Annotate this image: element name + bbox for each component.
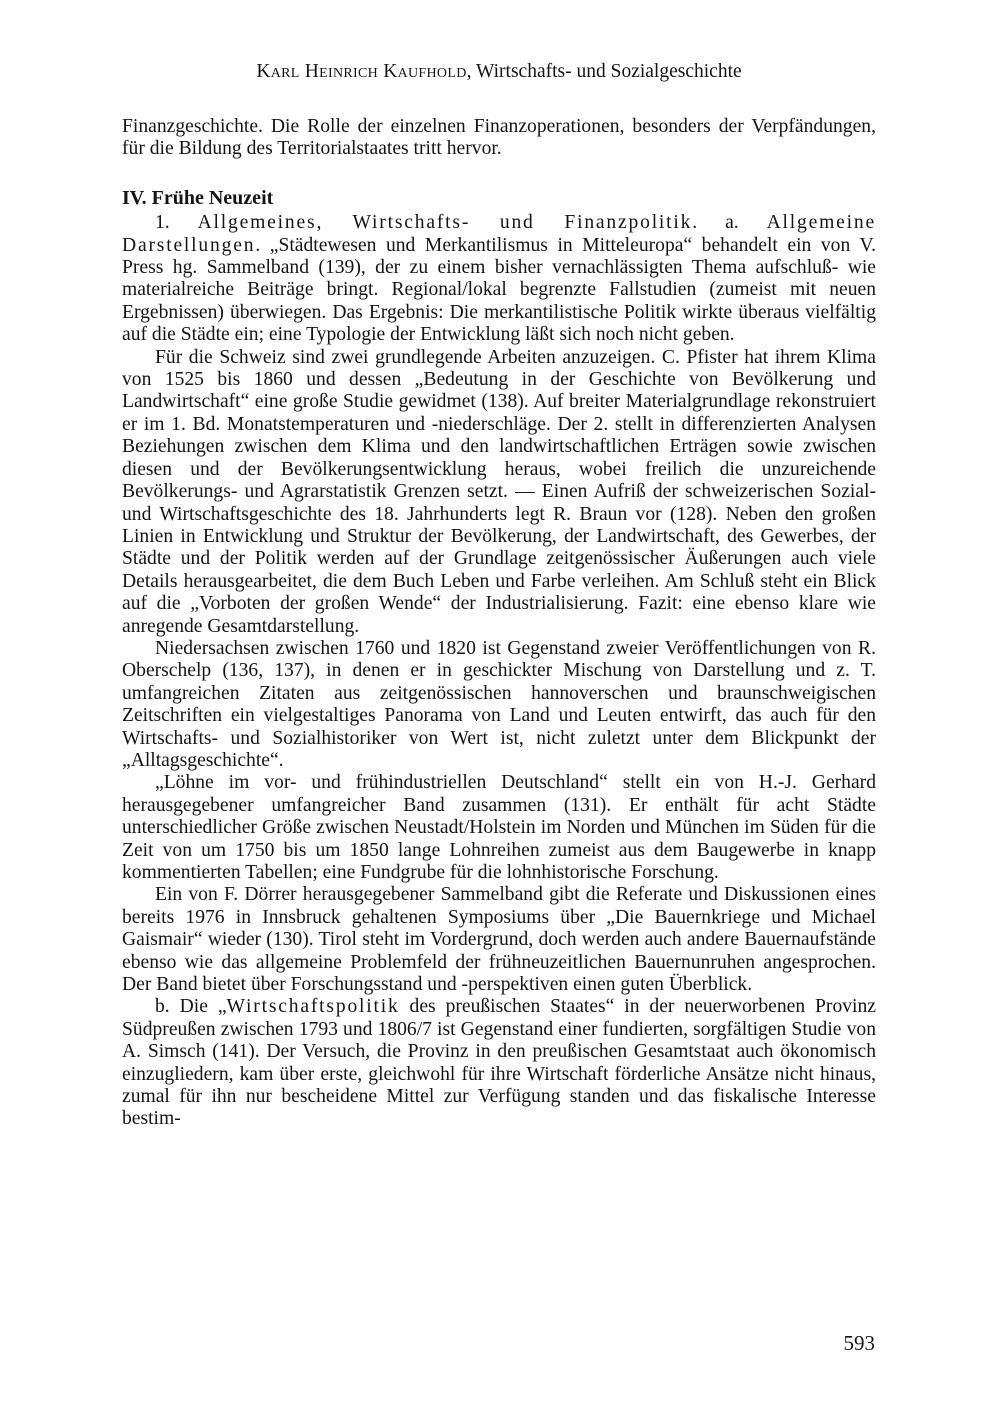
paragraph-lead: 1. [155,212,198,234]
page-body [122,116,876,1131]
page-number: 593 [843,1331,875,1355]
running-head-title: , Wirtschafts- und Sozialgeschichte [466,61,742,82]
paragraph-general-overview [122,212,876,346]
intro-paragraph: Finanzgeschichte. Die Rolle der einzelnen Finanzoperationen, besonders der Verpfändungen, für die Bildung des Territorialstaates tritt hervor. [122,116,876,160]
running-head [122,60,876,84]
paragraph-economic-policy [122,996,876,1130]
paragraph-text: . „Städtewesen und Merkantilismus in Mitteleuropa“ behandelt ein von V. Press hg. Sammelband (139), der zu einem bisher vernachlässigten Thema aufschluß- wie materialreiche Beiträge bringt. Regional/lokal begrenzte Fallstudien (zumeist mit neuen Ergebnissen) überwiegen. Das Ergebnis: Die merkantilistische Politik wirkte überaus vielfältig auf die Städte ein; eine Typologie der Entwicklung läßt sich noch nicht geben. [122,234,876,346]
section-heading: IV. Frühe Neuzeit [122,186,274,209]
running-head-author: Karl Heinrich Kaufhold [256,61,467,82]
paragraph-text: des preußischen Staates“ in der neuerworbenen Provinz Südpreußen zwischen 1793 und 1806/7 ist Gegenstand einer fundierten, sorgfältigen Studie von A. Simsch (141). Der Versuch, die Provinz in den preußischen Gesamtstaat auch ökonomisch einzugliedern, kam über erste, gleichwohl für ihre Wirtschaft förderliche Ansätze nicht hinaus, zumal für ihn nur bescheidene Mittel zur Verfügung standen und das fiskalische Interesse bestim- [122,996,876,1130]
paragraph-mid: . a. [692,212,767,234]
paragraph-switzerland: Für die Schweiz sind zwei grundlegende Arbeiten anzuzeigen. C. Pfister hat ihrem Klima von 1525 bis 1860 und dessen „Bedeutung in der Geschichte von Bevölkerung und Landwirtschaft“ eine große Studie gewidmet (138). Auf breiter Materialgrundlage rekonstruiert er im 1. Bd. Monatstemperaturen und -niederschläge. Der 2. stellt in differenzierten Analysen Beziehungen zwischen dem Klima und den landwirtschaftlichen Erträgen sowie zwischen diesen und der Bevölkerungsentwicklung heraus, wobei freilich die unzureichende Bevölkerungs- und Agrarstatistik Grenzen setzt. — Einen Aufriß der schweizerischen Sozial- und Wirtschaftsgeschichte des 18. Jahrhunderts legt R. Braun vor (128). Neben den großen Linien in Entwicklung und Struktur der Bevölkerung, der Landwirtschaft, des Gewerbes, der Städte und der Politik werden auf der Grundlage zeitgenössischer Äußerungen auch viele Details herausgearbeitet, die dem Buch Leben und Farbe verleihen. Am Schluß steht ein Blick auf die „Vorboten der großen Wende“ der Industrialisierung. Fazit: eine ebenso klare wie anregende Gesamtdarstellung. [122,346,876,637]
paragraph-wages: „Löhne im vor- und frühindustriellen Deutschland“ stellt ein von H.-J. Gerhard herausgegebener umfangreicher Band zusammen (131). Er enthält für acht Städte unterschiedlicher Größe zwischen Neustadt/Holstein im Norden und München im Süden für die Zeit von um 1750 bis um 1850 lange Lohnreihen zumeist aus dem Baugewerbe in knapp kommentierten Tabellen; eine Fundgrube für die lohnhistorische Forschung. [122,772,876,883]
paragraph-peasant-wars: Ein von F. Dörrer herausgegebener Sammelband gibt die Referate und Diskussionen eines bereits 1976 in Innsbruck gehaltenen Symposiums über „Die Bauernkriege und Michael Gaismair“ wieder (130). Tirol steht im Vordergrund, doch werden auch andere Bauernaufstände ebenso wie das allgemeine Problemfeld der frühneuzeitlichen Bauernunruhen angesprochen. Der Band bietet über Forschungsstand und -perspektiven einen guten Überblick. [122,884,876,996]
subsection-heading: Allgemeines, Wirtschafts- und Finanzpolitik [197,212,693,234]
subsubsection-heading: Allgemeine Darstellungen [122,212,876,256]
subsection-heading-inline: Wirtschaftspolitik [226,996,400,1018]
paragraph-niedersachsen: Niedersachsen zwischen 1760 und 1820 ist Gegenstand zweier Veröffentlichungen von R. Oberschelp (136, 137), in denen er in geschickter Mischung von Darstellung und z. T. umfangreichen Zitaten aus zeitgenössischen hannoverschen und braunschweigischen Zeitschriften ein vielgestaltiges Panorama von Land und Leuten entwirft, das auch für den Wirtschafts- und Sozialhistoriker von Wert ist, nicht zuletzt unter dem Blickpunkt der „Alltagsgeschichte“. [122,637,876,771]
paragraph-lead: b. Die „ [155,996,227,1018]
